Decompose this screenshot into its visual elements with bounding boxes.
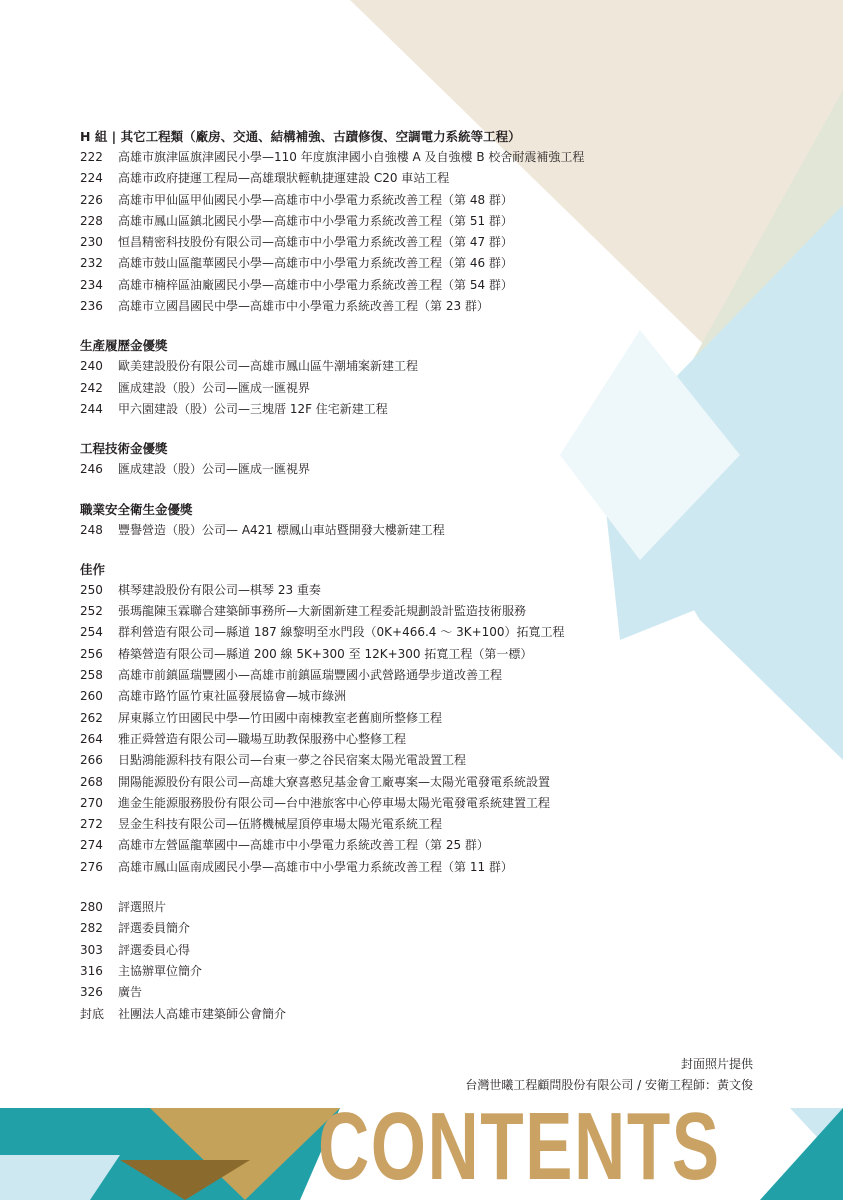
toc-page-number: 260 (80, 689, 103, 704)
contents-title: CONTENTS (318, 1093, 721, 1200)
toc-page-number: 282 (80, 921, 103, 936)
section-heading: H 組 | 其它工程類（廠房、交通、結構補強、古蹟修復、空調電力系統等工程） (80, 129, 521, 144)
toc-entry[interactable] (80, 835, 700, 856)
toc-entry-title: 昱金生科技有限公司—伍將機械屋頂停車場太陽光電系統工程 (118, 817, 443, 832)
toc-entry[interactable] (80, 147, 700, 168)
toc-page-number: 244 (80, 401, 103, 416)
toc-entry[interactable] (80, 275, 700, 296)
section-heading: 職業安全衛生金優獎 (80, 501, 193, 517)
toc-entry[interactable] (80, 686, 700, 707)
toc-section (80, 500, 700, 541)
section-heading: 工程技術金優獎 (80, 441, 168, 457)
toc-entry[interactable] (80, 940, 700, 961)
toc-entry-title: 日點鴻能源科技有限公司—台東一夢之谷民宿案太陽光電設置工程 (118, 753, 467, 768)
toc-entry[interactable] (80, 580, 700, 601)
toc-entry[interactable] (80, 232, 700, 253)
toc-entry-title: 高雄市前鎮區瑞豐國小—高雄市前鎮區瑞豐國小武營路通學步道改善工程 (118, 668, 503, 683)
toc-page-number: 236 (80, 299, 103, 314)
toc-entry-title: 恒昌精密科技股份有限公司—高雄市中小學電力系統改善工程（第 47 群） (118, 235, 513, 250)
toc-entry[interactable] (80, 772, 700, 793)
toc-entry-title: 進金生能源服務股份有限公司—台中港旅客中心停車場太陽光電發電系統建置工程 (118, 795, 551, 810)
toc-entry-title: 廣告 (118, 985, 143, 1000)
toc-entry-title: 高雄市楠梓區油廠國民小學—高雄市中小學電力系統改善工程（第 54 群） (118, 277, 513, 292)
toc-page-number: 240 (80, 359, 103, 374)
toc-entry[interactable] (80, 622, 700, 643)
toc-page-number: 276 (80, 859, 103, 874)
toc-entry-title: 屏東縣立竹田國民中學—竹田國中南棟教室老舊廁所整修工程 (118, 710, 443, 725)
toc-entry-title: 高雄市旗津區旗津國民小學—110 年度旗津國小自強樓 A 及自強樓 B 校舍耐震補強工程 (118, 150, 585, 164)
toc-entry[interactable] (80, 520, 700, 541)
toc-section (80, 127, 700, 317)
toc-entry[interactable] (80, 982, 700, 1003)
toc-entry[interactable] (80, 378, 700, 399)
toc-entry[interactable] (80, 168, 700, 189)
table-of-contents (80, 127, 700, 1044)
toc-page-number: 224 (80, 171, 103, 186)
toc-entry-title: 高雄市鳳山區鎮北國民小學—高雄市中小學電力系統改善工程（第 51 群） (118, 213, 513, 228)
cover-photo-credit-value: 台灣世曦工程顧問股份有限公司 / 安衛工程師：黃文俊 (465, 1078, 753, 1092)
toc-page-number: 268 (80, 774, 103, 789)
toc-page-number: 258 (80, 668, 103, 683)
teal-right-triangle (760, 1108, 843, 1200)
toc-entry-title: 評選委員簡介 (118, 921, 191, 936)
toc-page-number: 274 (80, 838, 103, 853)
toc-entry-title: 社團法人高雄市建築師公會簡介 (118, 1006, 287, 1021)
toc-entry-title: 群利營造有限公司—縣道 187 線黎明至水門段（0K+466.4 ～ 3K+100）拓寬工程 (118, 625, 565, 640)
toc-entry[interactable] (80, 814, 700, 835)
toc-page-number: 264 (80, 731, 103, 746)
toc-entry[interactable] (80, 459, 700, 480)
toc-entry-title: 棋琴建設股份有限公司—棋琴 23 重奏 (118, 582, 321, 597)
toc-page-number: 272 (80, 817, 103, 832)
toc-entry-title: 高雄市路竹區竹東社區發展協會—城市綠洲 (118, 689, 347, 704)
toc-entry-title: 高雄市鳳山區南成國民小學—高雄市中小學電力系統改善工程（第 11 群） (118, 859, 513, 874)
toc-page-number: 266 (80, 753, 103, 768)
toc-page-number: 242 (80, 380, 103, 395)
toc-entry-title: 高雄市左營區龍華國中—高雄市中小學電力系統改善工程（第 25 群） (118, 838, 489, 853)
toc-entry-title: 匯成建設（股）公司—匯成一匯視界 (118, 380, 311, 395)
toc-entry[interactable] (80, 793, 700, 814)
toc-entry[interactable] (80, 750, 700, 771)
toc-page-number: 262 (80, 710, 103, 725)
toc-entry[interactable] (80, 356, 700, 377)
toc-entry[interactable] (80, 601, 700, 622)
toc-entry[interactable] (80, 1004, 700, 1025)
toc-page-number: 256 (80, 646, 103, 661)
toc-page-number: 280 (80, 900, 103, 915)
toc-entry[interactable] (80, 644, 700, 665)
toc-entry-title: 評選委員心得 (118, 942, 191, 957)
toc-page-number: 234 (80, 277, 103, 292)
toc-section (80, 336, 700, 420)
toc-entry-title: 椿築營造有限公司—縣道 200 線 5K+300 至 12K+300 拓寬工程（第一標） (118, 646, 533, 661)
toc-entry-title: 高雄市鼓山區龍華國民小學—高雄市中小學電力系統改善工程（第 46 群） (118, 256, 513, 271)
toc-page-number: 254 (80, 625, 103, 640)
toc-entry[interactable] (80, 897, 700, 918)
toc-entry-title: 豐譽營造（股）公司— A421 標鳳山車站暨開發大樓新建工程 (118, 522, 445, 537)
toc-page-number: 232 (80, 256, 103, 271)
toc-entry-title: 開陽能源股份有限公司—高雄大寮喜憨兒基金會工廠專案—太陽光電發電系統設置 (118, 774, 551, 789)
toc-page-number: 246 (80, 462, 103, 477)
section-heading: 佳作 (80, 561, 106, 577)
toc-section (80, 560, 700, 878)
toc-section (80, 897, 700, 1025)
toc-entry[interactable] (80, 708, 700, 729)
toc-entry-title: 匯成建設（股）公司—匯成一匯視界 (118, 462, 311, 477)
toc-page-number: 250 (80, 582, 103, 597)
toc-page-number: 316 (80, 963, 103, 978)
toc-entry-title: 甲六園建設（股）公司—三塊厝 12F 住宅新建工程 (118, 401, 388, 416)
toc-entry[interactable] (80, 190, 700, 211)
toc-entry[interactable] (80, 857, 700, 878)
cover-photo-credit-label: 封面照片提供 (680, 1057, 753, 1071)
toc-entry-title: 高雄市政府捷運工程局—高雄環狀輕軌捷運建設 C20 車站工程 (118, 171, 450, 186)
toc-entry[interactable] (80, 961, 700, 982)
toc-page-number: 252 (80, 604, 103, 619)
toc-entry-title: 高雄市立國昌國民中學—高雄市中小學電力系統改善工程（第 23 群） (118, 299, 489, 314)
toc-page-number: 228 (80, 213, 103, 228)
toc-entry[interactable] (80, 211, 700, 232)
toc-entry[interactable] (80, 296, 700, 317)
toc-page-number: 222 (80, 150, 103, 164)
toc-entry[interactable] (80, 253, 700, 274)
toc-page-number: 封底 (80, 1006, 105, 1021)
toc-entry-title: 張瑪龍陳玉霖聯合建築師事務所—大新園新建工程委託規劃設計監造技術服務 (118, 604, 527, 619)
toc-page-number: 248 (80, 522, 103, 537)
toc-entry-title: 主協辦單位簡介 (118, 963, 203, 978)
toc-entry-title: 評選照片 (118, 900, 167, 915)
toc-section (80, 439, 700, 480)
toc-entry[interactable] (80, 729, 700, 750)
toc-entry[interactable] (80, 918, 700, 939)
toc-page-number: 270 (80, 795, 103, 810)
toc-page-number: 226 (80, 192, 103, 207)
toc-page-number: 303 (80, 942, 103, 957)
section-heading: 生產履歷金優獎 (80, 338, 168, 354)
toc-page-number: 230 (80, 235, 103, 250)
toc-entry-title: 歐美建設股份有限公司—高雄市鳳山區牛潮埔案新建工程 (118, 359, 419, 374)
toc-entry-title: 雅正舜營造有限公司—職場互助教保服務中心整修工程 (118, 731, 407, 746)
toc-entry[interactable] (80, 665, 700, 686)
toc-entry-title: 高雄市甲仙區甲仙國民小學—高雄市中小學電力系統改善工程（第 48 群） (118, 192, 513, 207)
toc-page-number: 326 (80, 985, 103, 1000)
toc-entry[interactable] (80, 399, 700, 420)
